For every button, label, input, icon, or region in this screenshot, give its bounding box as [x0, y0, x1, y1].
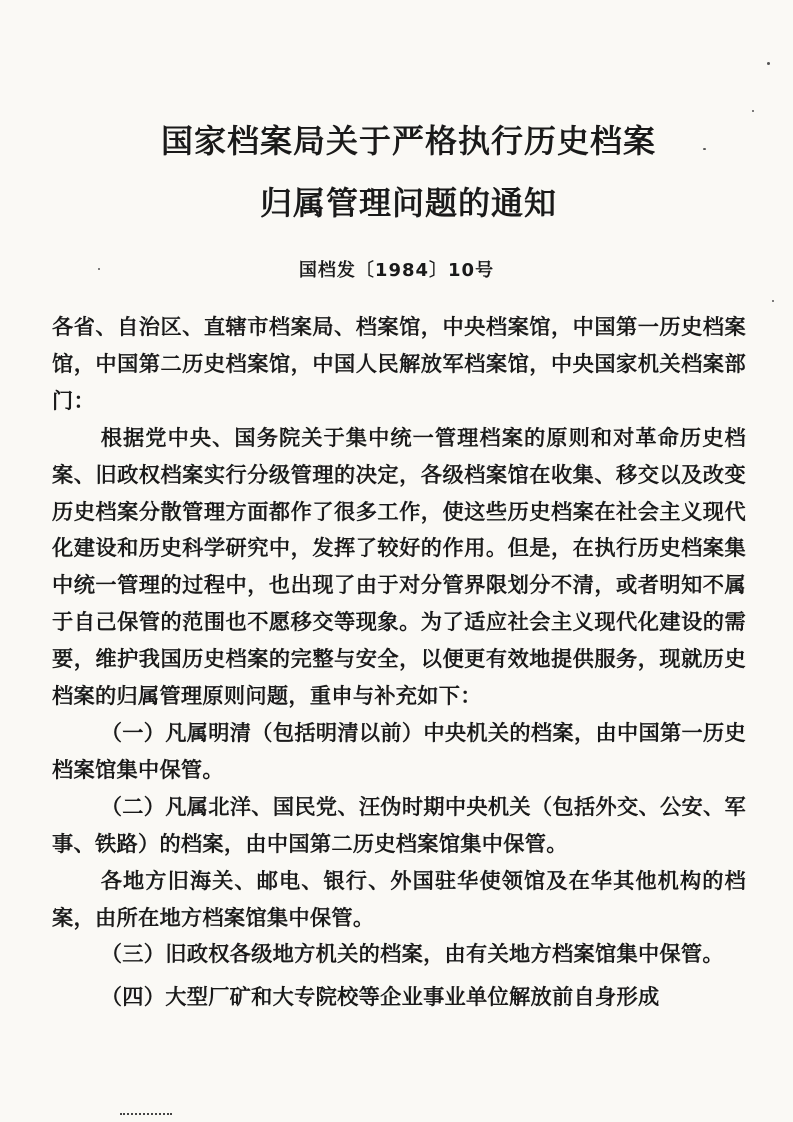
body-paragraph-item-1: （一）凡属明清（包括明清以前）中央机关的档案，由中国第一历史档案馆集中保管。	[52, 719, 746, 782]
addressee-paragraph: 各省、自治区、直辖市档案局、档案馆，中央档案馆，中国第一历史档案馆，中国第二历史档案馆，中国人民解放军档案馆，中央国家机关档案部门：	[52, 314, 746, 413]
document-title-line-2: 归属管理问题的通知	[259, 184, 557, 222]
body-paragraph-item-2-supplement: 各地方旧海关、邮电、银行、外国驻华使领馆及在华其他机构的档案，由所在地方档案馆集中保管。	[52, 867, 746, 930]
body-paragraph-item-2: （二）凡属北洋、国民党、汪伪时期中央机关（包括外交、公安、军事、铁路）的档案，由中国第二历史档案馆集中保管。	[52, 793, 746, 856]
body-paragraph-item-3: （三）旧政权各级地方机关的档案，由有关地方档案馆集中保管。	[100, 941, 724, 967]
scan-speck	[703, 148, 706, 150]
body-paragraph-item-4: （四）大型厂矿和大专院校等企业事业单位解放前自身形成	[100, 984, 660, 1010]
page-number-mark	[120, 1113, 172, 1120]
body-paragraph-intro: 根据党中央、国务院关于集中统一管理档案的原则和对革命历史档案、旧政权档案实行分级管理的决定，各级档案馆在收集、移交以及改变历史档案分散管理方面都作了很多工作，使这些历史档案在社会主义现代化建设和历史科学研究中，发挥了较好的作用。但是，在执行历史档案集中统一管理的过程中，也出现了由于对分管界限划分不清，或者明知不属于自己保管的范围也不愿移交等现象。为了适应社会主义现代化建设的需要，维护我国历史档案的完整与安全，以便更有效地提供服务，现就历史档案的归属管理原则问题，重申与补充如下：	[52, 424, 746, 709]
document-body	[52, 309, 746, 1016]
scan-speck	[752, 110, 754, 112]
scan-speck	[772, 300, 774, 302]
scan-speck	[98, 268, 100, 270]
document-number: 国档发〔1984〕10号	[298, 260, 495, 281]
scan-speck	[767, 62, 770, 65]
document-title-line-1: 国家档案局关于严格执行历史档案	[160, 122, 656, 160]
